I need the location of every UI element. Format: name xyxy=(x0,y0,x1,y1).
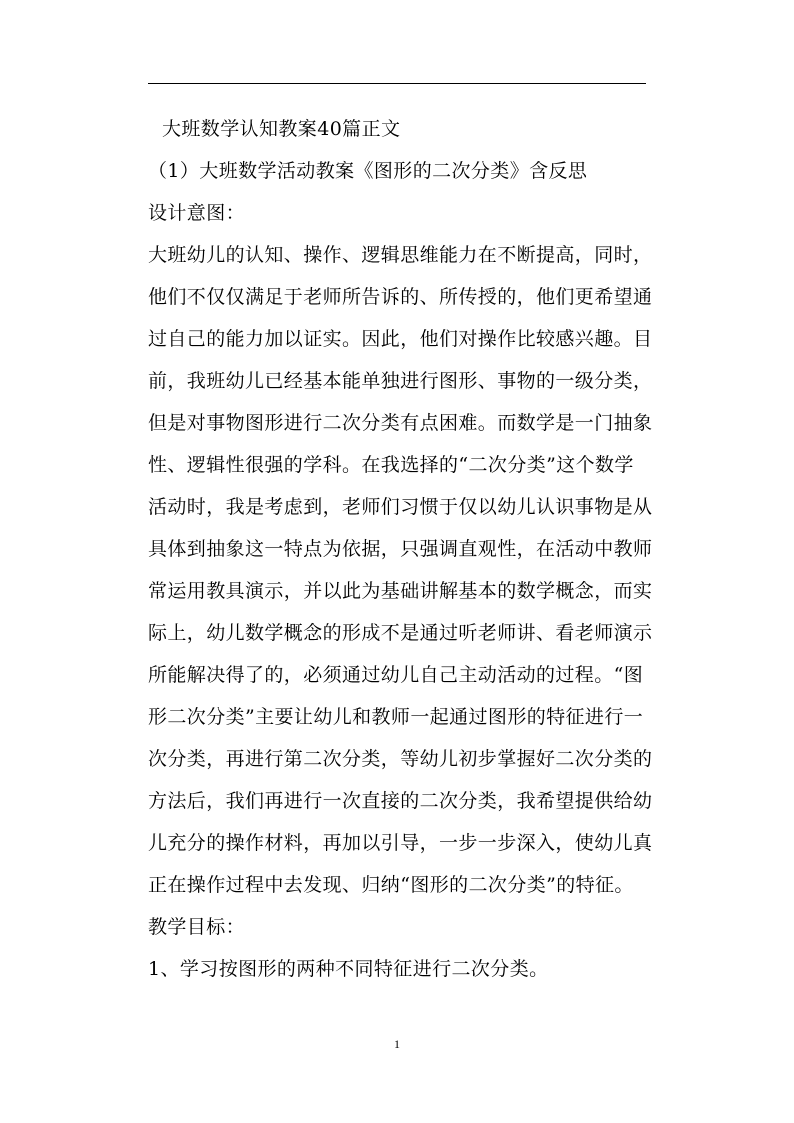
objectives-label: 教学目标： xyxy=(148,916,246,938)
header-rule xyxy=(148,83,646,84)
paragraph-line: 性、逻辑性很强的学科。在我选择的“二次分类”这个数学 xyxy=(148,454,634,476)
paragraph-line: 所能解决得了的，必须通过幼儿自己主动活动的过程。“图 xyxy=(148,664,644,686)
paragraph-line: 具体到抽象这一特点为依据，只强调直观性，在活动中教师 xyxy=(148,538,653,560)
paragraph-line: 他们不仅仅满足于老师所告诉的、所传授的，他们更希望通 xyxy=(148,286,653,308)
document-title: 大班数学认知教案40篇正文 xyxy=(162,118,401,140)
paragraph-line: 正在操作过程中去发现、归纳“图形的二次分类”的特征。 xyxy=(148,874,634,896)
paragraph-line: 次分类，再进行第二次分类，等幼儿初步掌握好二次分类的 xyxy=(148,748,653,770)
paragraph-line: 大班幼儿的认知、操作、逻辑思维能力在不断提高，同时， xyxy=(148,244,653,266)
paragraph-line: 但是对事物图形进行二次分类有点困难。而数学是一门抽象 xyxy=(148,412,653,434)
paragraph-line: 常运用教具演示，并以此为基础讲解基本的数学概念，而实 xyxy=(148,580,653,602)
paragraph-line: 活动时，我是考虑到，老师们习惯于仅以幼儿认识事物是从 xyxy=(148,496,653,518)
paragraph-line: 方法后，我们再进行一次直接的二次分类，我希望提供给幼 xyxy=(148,790,653,812)
paragraph-line: 前，我班幼儿已经基本能单独进行图形、事物的一级分类， xyxy=(148,370,653,392)
page-number: 1 xyxy=(394,1037,400,1051)
paragraph-line: 形二次分类”主要让幼儿和教师一起通过图形的特征进行一 xyxy=(148,706,644,728)
design-intent-label: 设计意图： xyxy=(148,202,246,224)
paragraph-line: 儿充分的操作材料，再加以引导，一步一步深入，使幼儿真 xyxy=(148,832,653,854)
paragraph-line: 际上，幼儿数学概念的形成不是通过听老师讲、看老师演示 xyxy=(148,622,653,644)
objective-item-1: 1、学习按图形的两种不同特征进行二次分类。 xyxy=(148,958,549,980)
paragraph-line: 过自己的能力加以证实。因此，他们对操作比较感兴趣。目 xyxy=(148,328,653,350)
section-heading: （1）大班数学活动教案《图形的二次分类》含反思 xyxy=(148,160,588,182)
design-intent-paragraph xyxy=(148,234,653,906)
document-body xyxy=(148,108,653,990)
